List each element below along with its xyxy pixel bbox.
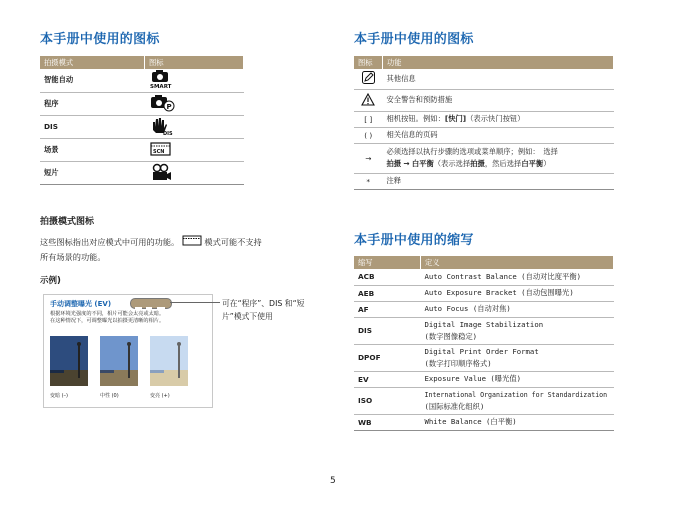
sequence-line-2 [387, 158, 610, 170]
table-row [354, 387, 614, 414]
table-row [354, 69, 614, 89]
shutter-label: [快门] [444, 114, 467, 123]
mode-icons-text [40, 235, 320, 264]
caption-neutral: 中性 (0) [100, 393, 119, 399]
mode-icons-text-3: 所有场景的功能。 [40, 252, 106, 262]
mode-label: 短片 [40, 161, 145, 184]
sequence-text [383, 143, 614, 173]
scene-inline-icon [182, 235, 202, 250]
callout-text: 可在“程序”、DIS 和“短片”模式下使用 [222, 299, 305, 321]
example-mode-icons [130, 298, 172, 309]
abbr-cell: WB [354, 414, 421, 430]
table-row [354, 127, 614, 143]
def-line-1: Digital Print Order Format [424, 346, 539, 356]
table-row [354, 301, 614, 317]
table-row [354, 285, 614, 301]
mode-icons-text-1: 这些图标指出对应模式中可用的功能。 [40, 237, 180, 247]
mode-label: 场景 [40, 138, 145, 161]
seq-f: ，然后选择 [484, 159, 522, 168]
mode-icon-table [40, 56, 244, 185]
header-mode: 拍摄模式 [40, 56, 145, 69]
abbr-section-title: 本手册中使用的缩写 [354, 233, 474, 248]
def-line-1: International Organization for Standardization [424, 390, 608, 399]
symbol-table [354, 56, 614, 190]
def-line-2: (数字打印顺序格式) [424, 358, 492, 368]
seq-d: （表示选择 [433, 159, 471, 168]
warning-triangle-icon [354, 89, 383, 111]
abbr-table [354, 256, 614, 431]
button-text-a: 相机按钮。例如： [386, 114, 445, 123]
def-line-2: (数字图像稳定) [424, 331, 478, 341]
header-function: 功能 [383, 56, 614, 69]
table-row [354, 143, 614, 173]
example-box-text [50, 311, 210, 325]
def-cell: Auto Exposure Bracket (自动包围曝光) [421, 285, 614, 301]
seq-arrow: → [403, 159, 410, 168]
mode-label: 程序 [40, 92, 145, 115]
mode-icons-heading: 拍摄模式图标 [40, 217, 95, 227]
table-header-row [354, 256, 614, 269]
seq-e: 拍摄 [470, 159, 485, 168]
smart-auto-camera-icon [145, 69, 244, 92]
table-header-row [40, 56, 244, 69]
table-row [354, 269, 614, 285]
seq-h: ） [543, 159, 551, 168]
table-row [40, 69, 244, 92]
seq-wb: 白平衡 [411, 159, 434, 168]
left-section-title: 本手册中使用的图标 [40, 32, 160, 47]
mode-icons-text-2: 模式可能不支持 [204, 237, 262, 247]
abbr-cell: EV [354, 371, 421, 387]
program-camera-icon [145, 92, 244, 115]
scene-icon-text: SCN [152, 148, 164, 155]
dis-hand-icon [145, 115, 244, 138]
example-photo-dark [50, 336, 88, 386]
warning-text: 安全警告和预防措施 [383, 89, 614, 111]
note-text: 注释 [383, 173, 614, 189]
program-icon-text: P [166, 102, 172, 111]
table-row [40, 92, 244, 115]
abbr-cell: AEB [354, 285, 421, 301]
def-cell [421, 344, 614, 371]
asterisk-symbol: * [354, 173, 383, 189]
table-row [40, 138, 244, 161]
example-text-1: 根据环境光强度的不同，相片可能会太亮或太暗。 [50, 311, 165, 317]
def-cell [421, 387, 614, 414]
def-cell: White Balance (白平衡) [421, 414, 614, 430]
abbr-cell: ACB [354, 269, 421, 285]
mode-label: 智能自动 [40, 69, 145, 92]
page-ref-text: 相关信息的页码 [383, 127, 614, 143]
abbr-cell: DIS [354, 317, 421, 344]
bracket-symbol: [ ] [354, 111, 383, 127]
table-row [354, 317, 614, 344]
def-cell: Exposure Value (曝光值) [421, 371, 614, 387]
table-row [354, 173, 614, 189]
def-cell: Auto Focus (自动对焦) [421, 301, 614, 317]
example-text-2: 在这种情况下，可调整曝光以拍摄更清晰的相片。 [50, 318, 165, 324]
callout-line [170, 302, 220, 303]
info-text: 其他信息 [383, 69, 614, 89]
table-row [354, 111, 614, 127]
smart-icon-text: SMART [149, 84, 171, 90]
def-line-2: (国际标准化组织) [424, 401, 485, 411]
sequence-line-1: 必须选择以执行步骤的选项或菜单顺序；例如： 选择 [386, 147, 558, 156]
page-number: 5 [330, 476, 336, 486]
button-text [383, 111, 614, 127]
abbr-cell: ISO [354, 387, 421, 414]
table-header-row [354, 56, 614, 69]
right-section-title: 本手册中使用的图标 [354, 32, 474, 47]
def-line-1: Digital Image Stabilization [424, 319, 544, 329]
example-photo-neutral [100, 336, 138, 386]
def-cell [421, 317, 614, 344]
movie-camera-icon [145, 161, 244, 184]
header-definition: 定义 [421, 256, 614, 269]
note-pencil-icon [354, 69, 383, 89]
header-abbr: 缩写 [354, 256, 421, 269]
table-row [354, 414, 614, 430]
paren-symbol: ( ) [354, 127, 383, 143]
table-row [40, 115, 244, 138]
example-label: 示例) [40, 276, 61, 286]
header-symbol: 图标 [354, 56, 383, 69]
seq-g: 白平衡 [521, 159, 544, 168]
example-box-title: 手动调整曝光 (EV) [50, 300, 112, 308]
table-row [354, 89, 614, 111]
dis-icon-text: DIS [162, 130, 173, 136]
button-text-c: （表示快门按钮） [466, 114, 525, 123]
seq-shoot: 拍摄 [386, 159, 402, 168]
example-photo-bright [150, 336, 188, 386]
caption-dark: 变暗 (–) [50, 393, 68, 399]
table-row [40, 161, 244, 184]
table-row [354, 344, 614, 371]
scene-icon [145, 138, 244, 161]
def-cell: Auto Contrast Balance (自动对比度平衡) [421, 269, 614, 285]
table-row [354, 371, 614, 387]
arrow-symbol: → [354, 143, 383, 173]
caption-bright: 变亮 (+) [150, 393, 170, 399]
abbr-cell: DPOF [354, 344, 421, 371]
header-icon: 图标 [145, 56, 244, 69]
abbr-cell: AF [354, 301, 421, 317]
example-box [43, 294, 213, 408]
mode-label: DIS [40, 115, 145, 138]
